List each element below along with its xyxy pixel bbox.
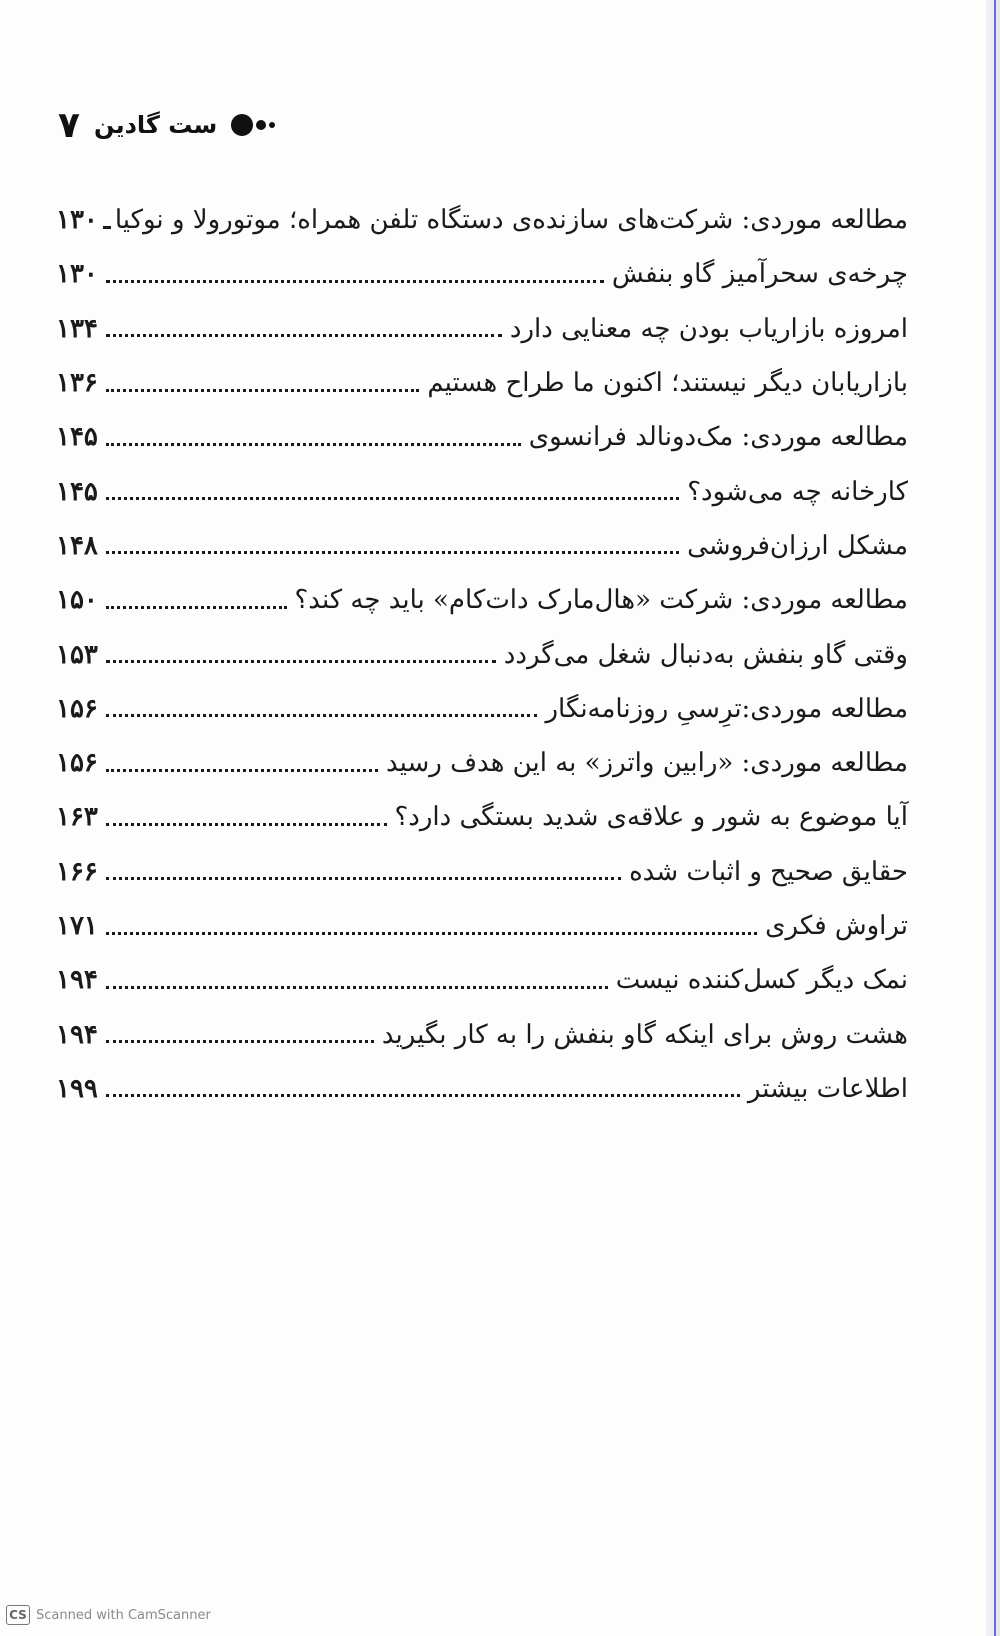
- toc-entry: [56, 845, 908, 899]
- scanner-watermark-text: Scanned with CamScanner: [36, 1607, 211, 1623]
- toc-dot-leader: [106, 769, 378, 772]
- toc-entry-title: تراوش فکری: [765, 911, 908, 941]
- toc-entry-title: آیا موضوع به شور و علاقه‌ی شدید بستگی دارد؟: [394, 802, 908, 833]
- dot-large-icon: [231, 114, 253, 136]
- toc-entry-title: چرخه‌ی سحرآمیز گاو بنفش: [611, 259, 908, 290]
- toc-entry: [56, 519, 908, 573]
- toc-entry-title: مطالعه موردی: «رابین واترز» به این هدف رسید: [386, 748, 908, 779]
- running-title: ست گادین: [93, 111, 218, 139]
- toc-dot-leader: [106, 1094, 740, 1097]
- toc-entry-page: ۱۹۴: [56, 965, 98, 996]
- toc-dot-leader: [106, 606, 287, 609]
- toc-dot-leader: [106, 932, 757, 935]
- toc-entry: [56, 410, 908, 464]
- toc-entry-title: مشکل ارزان‌فروشی: [687, 530, 908, 561]
- toc-entry-page: ۱۳۰: [56, 205, 98, 236]
- toc-dot-leader: [106, 823, 387, 826]
- toc-entry-page: ۱۵۰: [56, 585, 98, 616]
- toc-entry-title: مطالعه موردی: مک‌دونالد فرانسوی: [528, 422, 908, 453]
- toc-entry-page: ۱۵۶: [56, 748, 98, 779]
- toc-dot-leader: [106, 497, 679, 500]
- toc-entry: [56, 464, 908, 518]
- toc-entry-page: ۱۵۶: [56, 693, 98, 724]
- toc-entry-page: ۱۷۱: [56, 911, 98, 941]
- scanner-watermark: [6, 1605, 211, 1625]
- toc-entry-title: حقایق صحیح و اثبات شده: [629, 856, 908, 887]
- toc-dot-leader: [106, 660, 496, 663]
- toc-entry-page: ۱۹۴: [56, 1019, 98, 1050]
- running-header: [58, 100, 318, 150]
- toc-dot-leader: [106, 443, 521, 446]
- toc-entry: [56, 1007, 908, 1061]
- page-number: ۷: [58, 104, 80, 146]
- toc-entry-title: مطالعه موردی: شرکت «هال‌مارک دات‌کام» باید چه کند؟: [294, 585, 908, 616]
- toc-entry-title: اطلاعات بیشتر: [747, 1073, 908, 1104]
- toc-entry-page: ۱۴۸: [56, 530, 98, 561]
- toc-entry-title: بازاریابان دیگر نیستند؛ اکنون ما طراح هستیم: [427, 368, 908, 399]
- toc-entry-page: ۱۴۵: [56, 476, 98, 507]
- toc-dot-leader: [106, 714, 538, 717]
- toc-entry-page: ۱۳۴: [56, 313, 98, 344]
- toc-entry-page: ۱۳۶: [56, 368, 98, 399]
- toc-entry-page: ۱۳۰: [56, 259, 98, 290]
- toc-dot-leader: [106, 1040, 374, 1043]
- toc-entry: [56, 302, 908, 356]
- toc-entry: [56, 1062, 908, 1116]
- toc-dot-leader: [106, 986, 608, 989]
- toc-entry: [56, 627, 908, 681]
- toc-dot-leader: [106, 226, 107, 229]
- toc-entry: [56, 736, 908, 790]
- toc-entry-title: مطالعه موردی: شرکت‌های سازنده‌ی دستگاه تلفن همراه؛ موتورولا و نوکیا: [114, 205, 908, 236]
- toc-entry: [56, 356, 908, 410]
- page-edge-line: [994, 0, 996, 1636]
- toc-entry-page: ۱۴۵: [56, 422, 98, 453]
- toc-entry: [56, 953, 908, 1007]
- toc-entry: [56, 193, 908, 247]
- toc-dot-leader: [106, 280, 604, 283]
- camscanner-logo-icon: CS: [6, 1605, 30, 1625]
- header-dots-ornament: [231, 114, 275, 136]
- toc-entry-title: وقتی گاو بنفش به‌دنبال شغل می‌گردد: [503, 639, 908, 670]
- toc-dot-leader: [106, 877, 621, 880]
- toc-dot-leader: [106, 389, 419, 392]
- toc-entry-title: امروزه بازاریاب بودن چه معنایی دارد: [509, 313, 908, 344]
- dot-medium-icon: [256, 120, 266, 130]
- toc-entry-page: ۱۶۶: [56, 856, 98, 887]
- toc-dot-leader: [106, 334, 502, 337]
- table-of-contents: [56, 193, 908, 1116]
- toc-entry: [56, 247, 908, 301]
- toc-entry-title: کارخانه چه می‌شود؟: [687, 476, 908, 507]
- toc-entry: [56, 682, 908, 736]
- toc-entry: [56, 899, 908, 953]
- toc-entry-page: ۱۵۳: [56, 639, 98, 670]
- dot-small-icon: [269, 122, 275, 128]
- toc-entry-page: ۱۶۳: [56, 802, 98, 833]
- toc-entry: [56, 573, 908, 627]
- toc-entry: [56, 790, 908, 844]
- page-edge-shadow: [986, 0, 1000, 1636]
- toc-entry-title: هشت روش برای اینکه گاو بنفش را به کار بگیرید: [381, 1019, 908, 1050]
- toc-entry-title: مطالعه موردی:ترِسیِ روزنامه‌نگار: [545, 693, 908, 724]
- toc-entry-title: نمک دیگر کسل‌کننده نیست: [615, 965, 908, 996]
- toc-dot-leader: [106, 551, 679, 554]
- toc-entry-page: ۱۹۹: [56, 1073, 98, 1104]
